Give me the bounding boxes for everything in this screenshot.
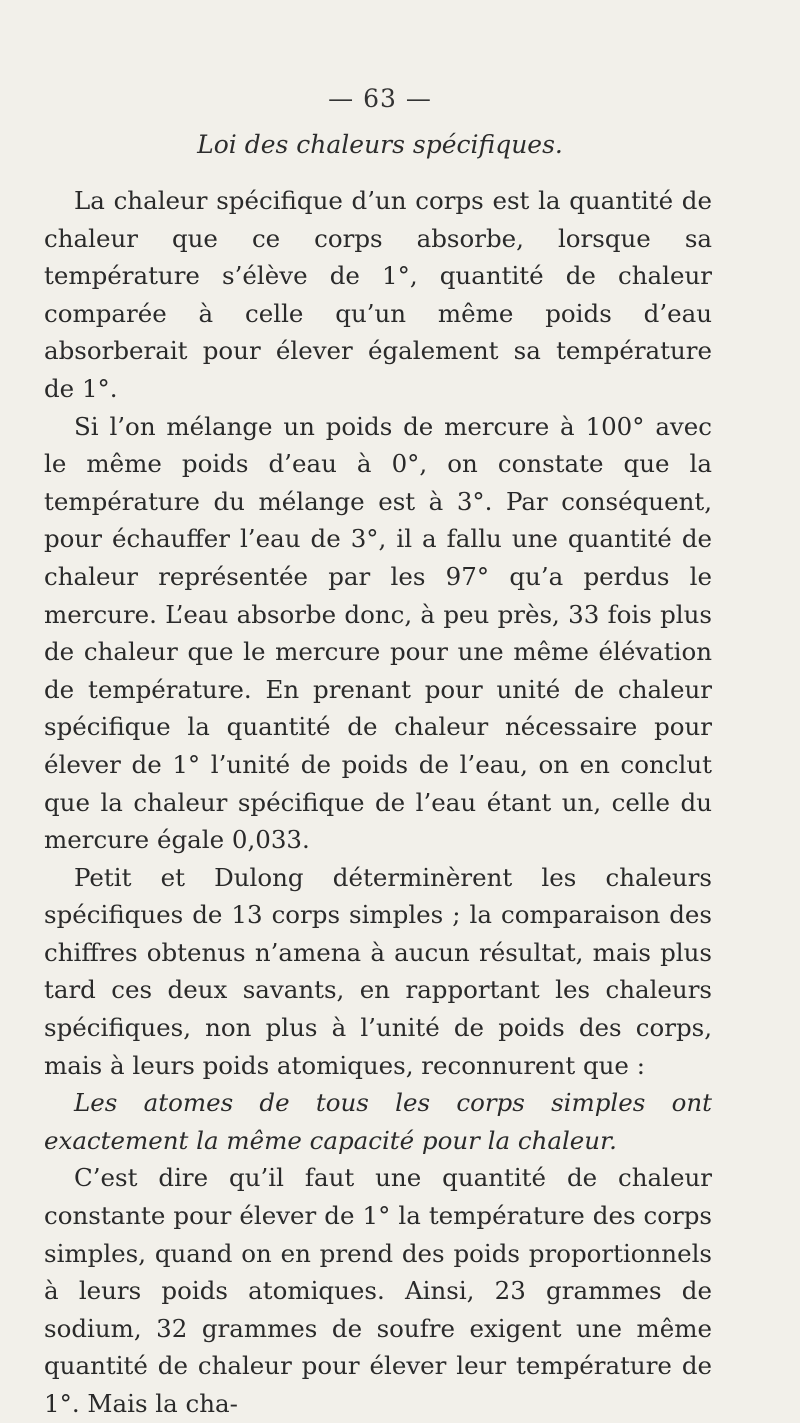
paragraph-mercury-experiment: Si l’on mélange un poids de mercure à 100° avec le même poids d’eau à 0°, on constate que la température du mélange est à 3°. Par conséquent, pour échauffer l’eau de 3°, il a fallu une quantité de chaleur représentée par les 97° qu’a perdus le mercure. L’eau absorbe donc, à peu près, 33 fois plus de chaleur que le mercure pour une même élévation de température. En prenant pour unité de chaleur spécifique la quantité de chaleur nécessaire pour élever de 1° l’unité de poids de l’eau, on en conclut que la chaleur spécifique de l’eau étant un, celle du mercure égale 0,033. [44,411,712,855]
body-text [44,182,712,1423]
paragraph-law-statement: Les atomes de tous les corps simples ont exactement la même capacité pour la chaleur. [44,1088,712,1155]
section-title: Loi des chaleurs spécifiques. [197,130,563,159]
paragraph-definition: La chaleur spécifique d’un corps est la quantité de chaleur que ce corps absorbe, lorsque sa température s’élève de 1°, quantité de chaleur comparée à celle qu’un même poids d’eau absorberait pour élever également sa température de 1°. [44,186,712,403]
paragraph-petit-dulong: Petit et Dulong déterminèrent les chaleurs spécifiques de 13 corps simples ; la comparaison des chiffres obtenus n’amena à aucun résultat, mais plus tard ces deux savants, en rapportant les chaleurs spécifiques, non plus à l’unité de poids des corps, mais à leurs poids atomiques, reconnurent que : [44,862,712,1080]
paragraph-explanation: C’est dire qu’il faut une quantité de chaleur constante pour élever de 1° la température des corps simples, quand on en prend des poids proportionnels à leurs poids atomiques. Ainsi, 23 grammes de sodium, 32 grammes de soufre exigent une même quantité de chaleur pour élever leur température de 1°. Mais la cha- [44,1163,712,1418]
page-number: — 63 — [328,84,432,113]
